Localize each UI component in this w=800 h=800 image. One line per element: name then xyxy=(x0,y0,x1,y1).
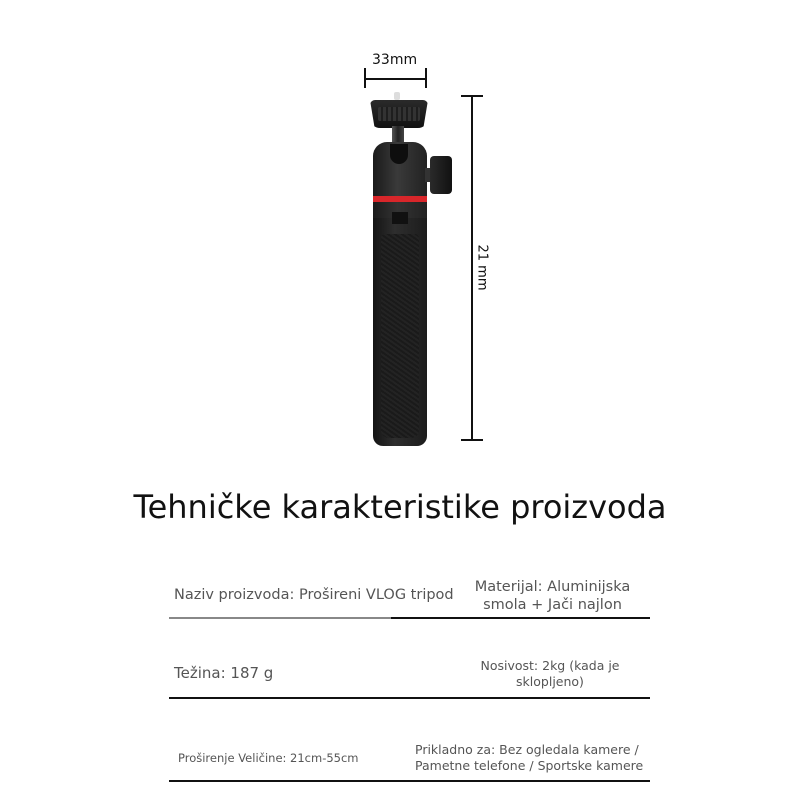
height-dimension-label: 21 mm xyxy=(474,244,490,291)
spec-load-line2: sklopljeno) xyxy=(516,674,584,689)
spec-load-capacity xyxy=(470,658,630,690)
width-dimension-label: 33mm xyxy=(372,52,418,68)
spec-product-name: Naziv proizvoda: Prošireni VLOG tripod xyxy=(174,587,454,603)
spec-compatible-line2: Pametne telefone / Sportske kamere xyxy=(415,758,644,773)
leg-slot xyxy=(392,212,408,224)
row-divider xyxy=(169,697,650,699)
spec-extension-size: Proširenje Veličine: 21cm-55cm xyxy=(178,751,359,765)
spec-compatible-with xyxy=(415,742,643,774)
height-dimension-line xyxy=(471,96,473,440)
ball-joint xyxy=(390,144,408,164)
spec-material xyxy=(455,578,650,614)
row-divider-right xyxy=(391,617,650,619)
width-dimension-line xyxy=(364,78,426,80)
spec-weight: Težina: 187 g xyxy=(174,664,274,682)
row-divider-left xyxy=(169,617,391,619)
spec-load-line1: Nosivost: 2kg (kada je xyxy=(480,658,620,673)
spec-compatible-line1: Prikladno za: Bez ogledala kamere / xyxy=(415,742,639,757)
mount-plate-grip xyxy=(378,107,420,121)
spec-material-line1: Materijal: Aluminijska xyxy=(474,579,631,595)
mount-screw xyxy=(394,92,400,100)
height-dimension-tick-bottom xyxy=(461,439,483,441)
lock-knob xyxy=(430,156,452,194)
textured-grip xyxy=(381,234,419,438)
width-dimension-tick-right xyxy=(425,68,427,88)
spec-material-line2: smola + Jači najlon xyxy=(483,597,622,613)
row-divider xyxy=(169,780,650,782)
section-title: Tehničke karakteristike proizvoda xyxy=(133,488,667,526)
